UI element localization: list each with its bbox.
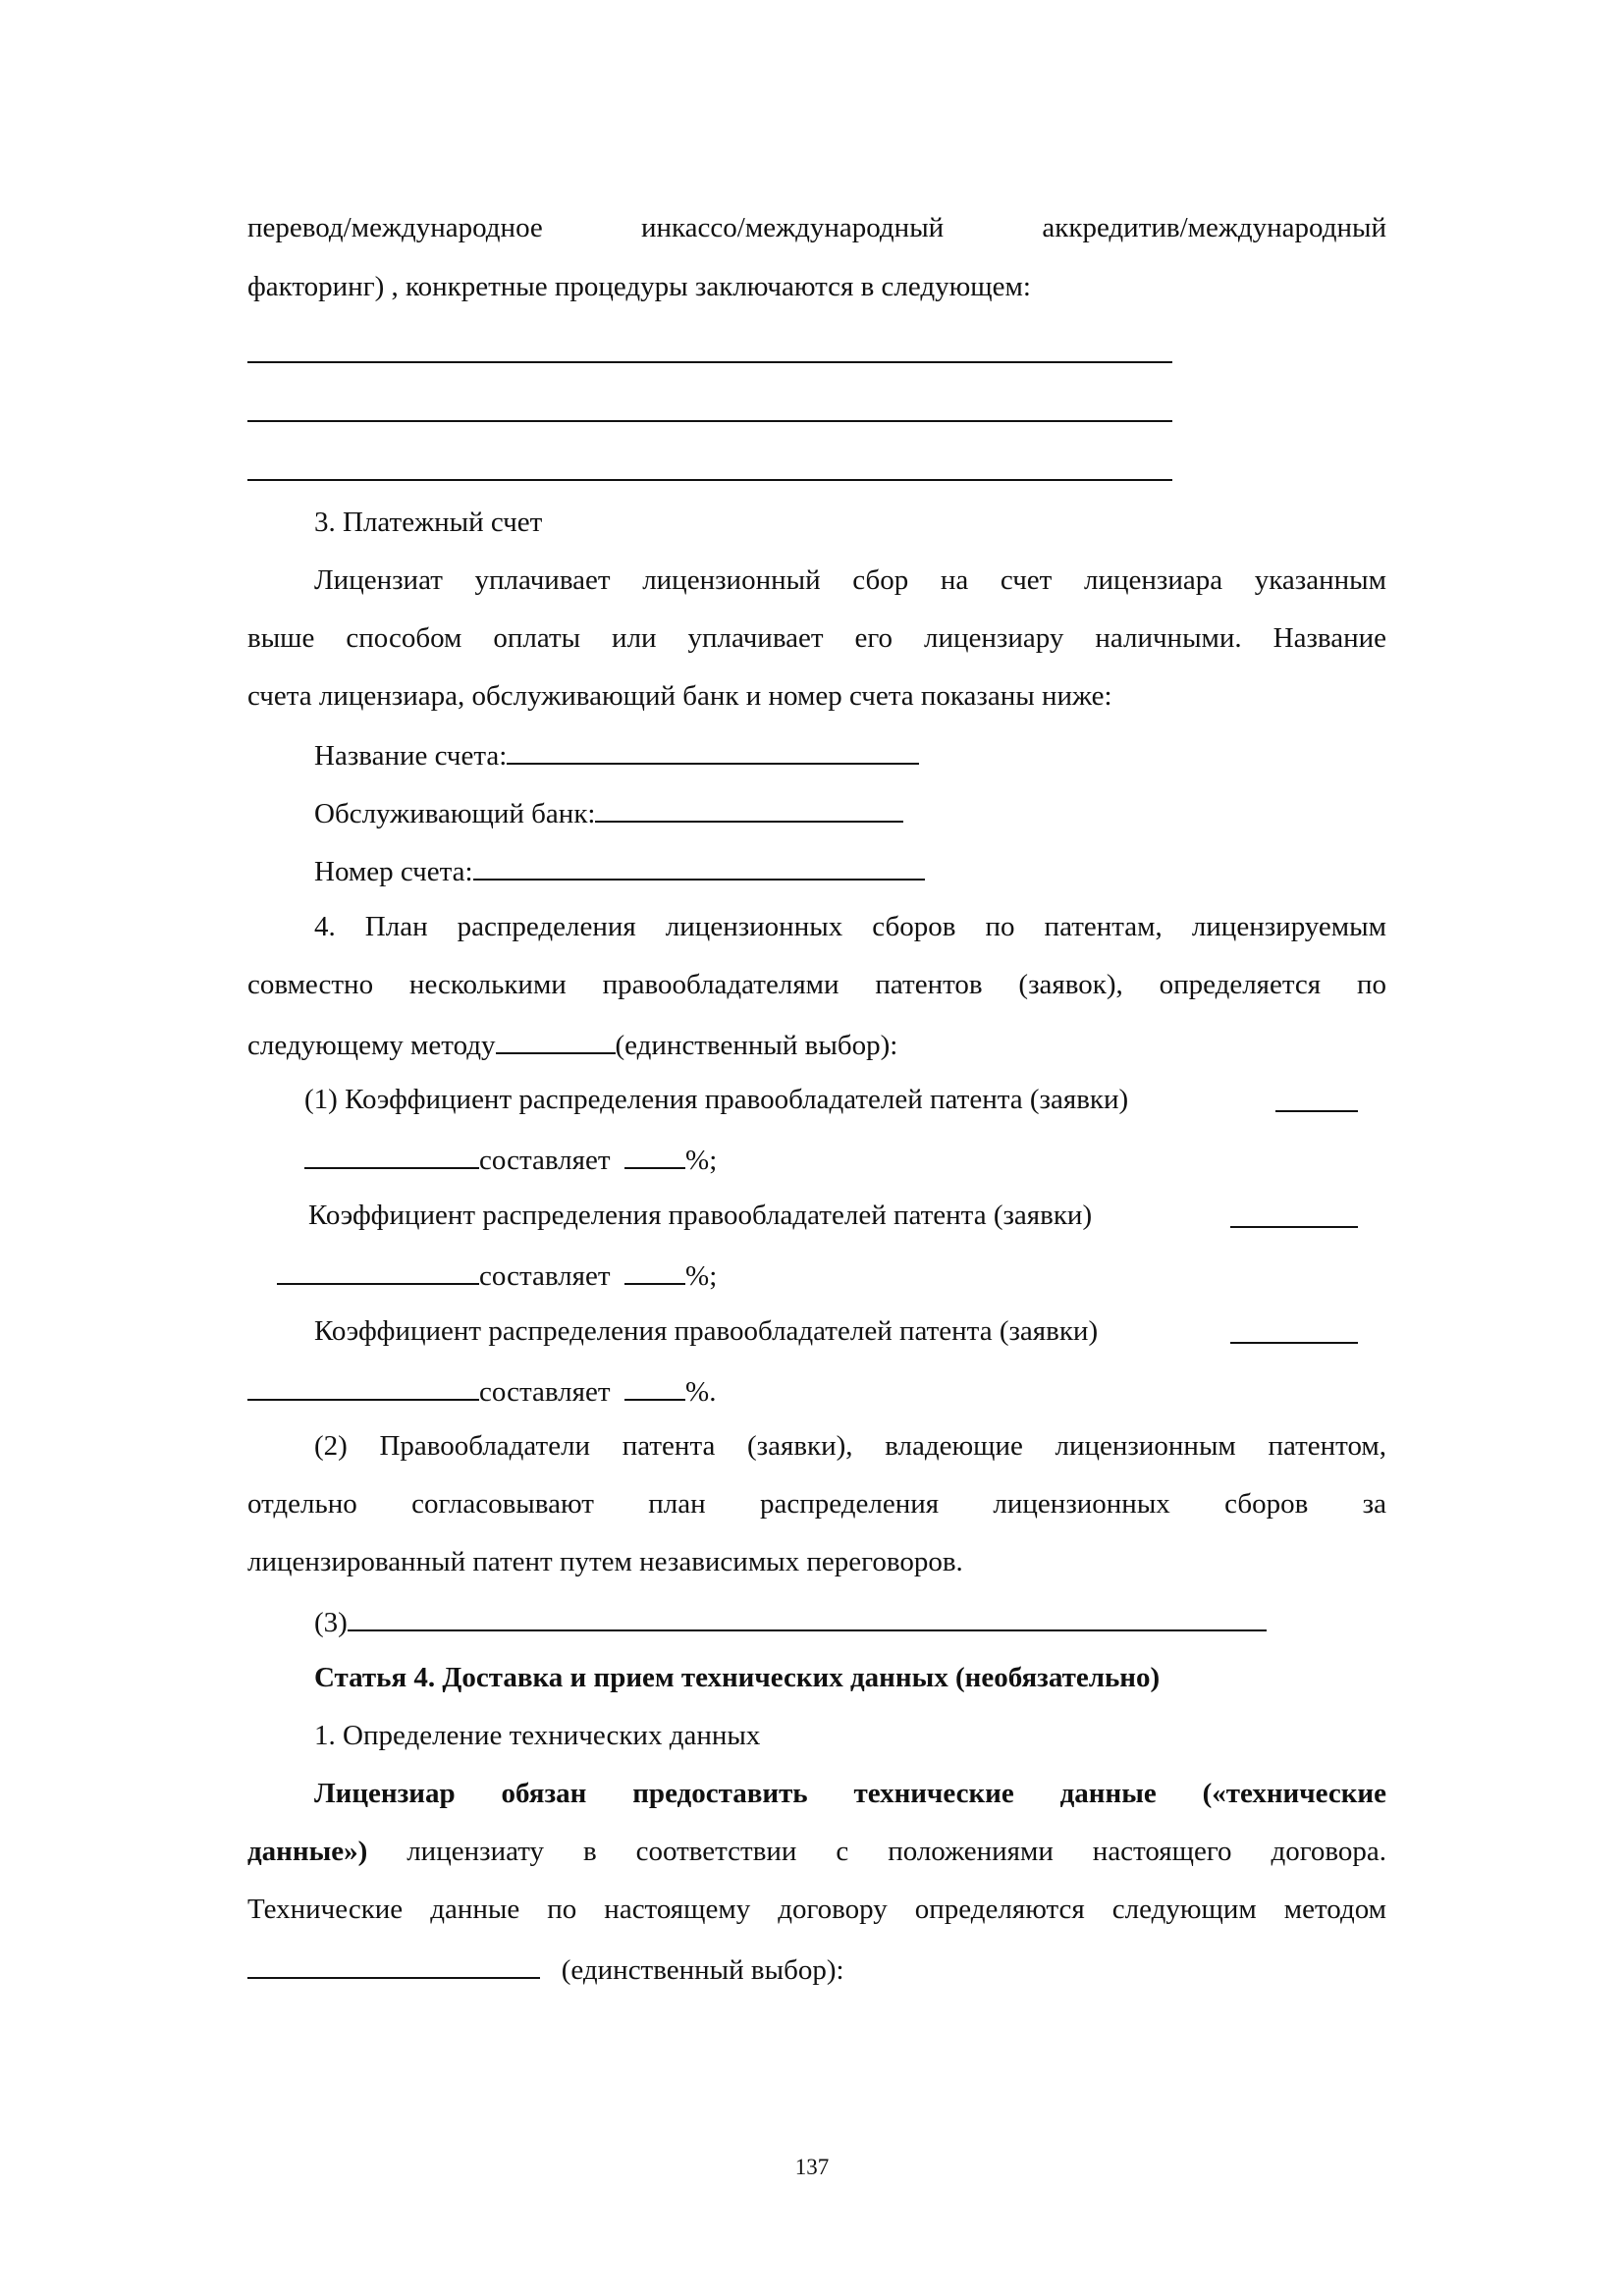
account-number-blank xyxy=(473,849,925,881)
paragraph-line: счета лицензиара, обслуживающий банк и номер счета показаны ниже: xyxy=(247,680,1112,712)
blank-rule xyxy=(1230,1226,1358,1228)
coefficient-line: Коэффициент распределения правообладателей патента (заявки) xyxy=(314,1315,1099,1347)
ratio-line xyxy=(304,1138,717,1180)
account-number-line xyxy=(314,849,925,891)
paragraph-line: лицензированный патент путем независимых переговоров. xyxy=(247,1546,963,1577)
account-name-line xyxy=(314,733,919,775)
blank-rule xyxy=(247,361,1172,363)
blank-rule xyxy=(1230,1342,1358,1344)
bank-line xyxy=(314,791,903,833)
holder-blank xyxy=(304,1138,479,1169)
method-label: следующему методу xyxy=(247,1030,496,1061)
option-3-line xyxy=(314,1600,1267,1642)
bank-blank xyxy=(595,791,903,823)
account-name-blank xyxy=(507,733,919,765)
article-heading: Статья 4. Доставка и прием технических данных (необязательно) xyxy=(314,1662,1161,1693)
method-choice-line xyxy=(247,1948,844,1990)
percent-sign: %; xyxy=(685,1260,718,1292)
account-name-label: Название счета: xyxy=(314,740,508,772)
paragraph-text: лицензиату в соответствии с положениями настоящего договора. xyxy=(367,1836,1386,1867)
coefficient-line: Коэффициент распределения правообладателей патента (заявки) xyxy=(308,1200,1093,1231)
paragraph-line: Лицензиат уплачивает лицензионный сбор на счет лицензиара указанным xyxy=(314,564,1386,596)
method-blank xyxy=(496,1023,616,1054)
percent-blank xyxy=(624,1138,685,1169)
blank-rule xyxy=(247,420,1172,422)
bank-label: Обслуживающий банк: xyxy=(314,798,596,829)
option-3-label: (3) xyxy=(314,1607,348,1638)
option-1-line xyxy=(304,1080,1128,1119)
account-number-label: Номер счета: xyxy=(314,856,473,887)
method-blank xyxy=(247,1948,540,1979)
ratio-line xyxy=(277,1254,717,1296)
blank-rule xyxy=(247,479,1172,481)
paragraph-line: совместно несколькими правообладателями патентов (заявок), определяется по xyxy=(247,969,1386,1000)
paragraph-line: Технические данные по настоящему договору определяются следующим методом xyxy=(247,1894,1386,1925)
holder-blank xyxy=(247,1369,479,1401)
single-choice-note: (единственный выбор): xyxy=(615,1030,898,1061)
paragraph-line: (2) Правообладатели патента (заявки), владеющие лицензионным патентом, xyxy=(314,1430,1386,1462)
percent-blank xyxy=(624,1369,685,1401)
section-heading: 3. Платежный счет xyxy=(314,507,543,538)
section-heading: 1. Определение технических данных xyxy=(314,1720,761,1751)
paragraph-line xyxy=(247,1832,1386,1871)
single-choice-note: (единственный выбор): xyxy=(561,1954,844,1986)
percent-blank xyxy=(624,1254,685,1285)
paragraph-line: отдельно согласовывают план распределения лицензионных сборов за xyxy=(247,1488,1386,1520)
blank-rule xyxy=(1275,1110,1358,1112)
paragraph-line: факторинг) , конкретные процедуры заключаются в следующем: xyxy=(247,271,1031,302)
paragraph-line: Лицензиар обязан предоставить технические данные («технические xyxy=(314,1778,1386,1809)
page-number: 137 xyxy=(794,2155,830,2179)
paragraph-bold-lead: данные») xyxy=(247,1836,368,1867)
paragraph-line: 4. План распределения лицензионных сборов по патентам, лицензируемым xyxy=(314,911,1386,942)
holder-blank xyxy=(277,1254,479,1285)
option-3-blank xyxy=(348,1600,1267,1631)
option-1-text: (1) Коэффициент распределения правообладателей патента (заявки) xyxy=(304,1084,1129,1115)
ratio-label: составляет xyxy=(479,1145,611,1176)
paragraph-line: выше способом оплаты или уплачивает его лицензиару наличными. Название xyxy=(247,622,1386,654)
method-line xyxy=(247,1023,897,1065)
percent-sign: %; xyxy=(685,1145,718,1176)
ratio-line xyxy=(247,1369,716,1412)
ratio-label: составляет xyxy=(479,1260,611,1292)
paragraph-line: перевод/международное инкассо/международный аккредитив/международный xyxy=(247,212,1386,243)
ratio-label: составляет xyxy=(479,1376,611,1408)
percent-sign: %. xyxy=(685,1376,717,1408)
